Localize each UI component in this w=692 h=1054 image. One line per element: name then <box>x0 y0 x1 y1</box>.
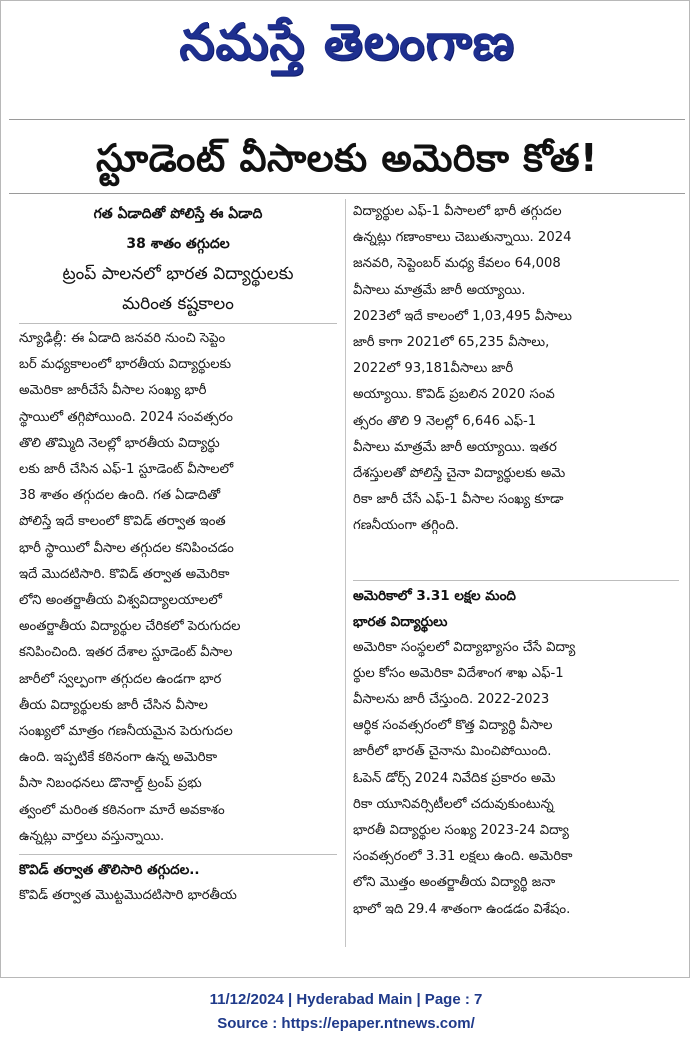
text-line: ఇదే మొదటిసారి. కొవిడ్ తర్వాత అమెరికా <box>19 566 230 582</box>
text-line: వీసాలను జారీ చేస్తుంది. 2022-2023 <box>353 692 550 708</box>
text-line: 2023లో ఇదే కాలంలో 1,03,495 వీసాలు <box>353 308 572 324</box>
left-tail-text <box>19 883 337 909</box>
text-line: త్వంలో మరింత కఠినంగా మారే అవకాశం <box>19 802 225 818</box>
text-line: దేశస్తులతో పోలిస్తే చైనా విద్యార్థులకు అమె <box>353 466 566 482</box>
text-line: భారతీ విద్యార్థుల సంఖ్య 2023-24 విద్యా <box>353 823 569 839</box>
text-line: ర్థుల కోసం అమెరికా విదేశాంగ శాఖ ఎఫ్-1 <box>353 665 564 681</box>
page-footer <box>0 988 692 1036</box>
column-divider <box>345 199 346 947</box>
text-line: జారీ కాగా 2021లో 65,235 వీసాలు, <box>353 335 550 351</box>
right-column <box>353 199 679 923</box>
text-line: కొవిడ్ తర్వాత మొట్టమొదటిసారి భారతీయ <box>19 888 237 904</box>
text-line: విద్యార్థుల ఎఫ్-1 వీసాలలో భారీ తగ్గుదల <box>353 204 562 219</box>
text-line: భాలో ఇది 29.4 శాతంగా ఉండడం విశేషం. <box>353 901 571 917</box>
text-line: రికా జారీ చేసే ఎఫ్-1 వీసాల సంఖ్య కూడా <box>353 492 564 508</box>
masthead-logo: నమస్తే తెలంగాణ <box>179 12 515 71</box>
text-line: లకు జారీ చేసిన ఎఫ్-1 స్టూడెంట్ వీసాలలో <box>19 462 234 478</box>
text-line: తీయ విద్యార్థులకు జారీ చేసిన వీసాల <box>19 697 208 713</box>
text-line: వీసా నిబంధనలు డొనాల్డ్ ట్రంప్ ప్రభు <box>19 776 202 792</box>
deck-line-2: 38 శాతం తగ్గుదల <box>126 236 230 252</box>
text-line: సంవత్సరంలో 3.31 లక్షలు ఉంది. అమెరికా <box>353 849 573 865</box>
right-subhead-divider <box>353 580 679 581</box>
text-line: రికా యూనివర్సిటీలలో చదువుకుంటున్న <box>353 796 554 812</box>
left-column <box>19 199 337 909</box>
text-line: వీసాలు మాత్రమే జారీ అయ్యాయి. <box>353 282 526 298</box>
text-line: ఆర్థిక సంవత్సరంలో కొత్త విద్యార్థి వీసాల <box>353 718 553 734</box>
deck-line-4: మరింత కష్టకాలం <box>122 294 234 314</box>
text-line: జనవరి, సెప్టెంబర్ మధ్య కేవలం 64,008 <box>353 256 561 272</box>
edition-info: 11/12/2024 | Hyderabad Main | Page : 7 <box>209 991 483 1008</box>
text-line: లోని అంతర్జాతీయ విశ్వవిద్యాలయాలలో <box>19 593 222 609</box>
deck-divider <box>19 323 337 324</box>
left-body-text <box>19 326 337 850</box>
text-line: ఉన్నట్లు వార్తలు వస్తున్నాయి. <box>19 828 165 844</box>
article-headline: స్టూడెంట్ వీసాలకు అమెరికా కోత! <box>96 136 598 180</box>
text-line: ఓపెన్ డోర్స్ 2024 నివేదిక ప్రకారం అమె <box>353 770 556 786</box>
deck-line-3: ట్రంప్ పాలనలో భారత విద్యార్థులకు <box>62 264 294 284</box>
text-line: అమెరికా జారీచేసే వీసాల సంఖ్య భారీ <box>19 383 207 399</box>
text-line: జారీలో స్వల్పంగా తగ్గుదల ఉండగా భార <box>19 671 222 687</box>
headline-divider <box>9 193 685 194</box>
section-gap <box>353 540 679 576</box>
right-subhead-line-1: అమెరికాలో 3.31 లక్షల మంది <box>353 587 516 604</box>
text-line: అయ్యాయి. కొవిడ్ ప్రబలిన 2020 సంవ <box>353 387 555 403</box>
text-line: అంతర్జాతీయ విద్యార్థుల చేరికలో పెరుగుదల <box>19 619 241 635</box>
text-line: కనిపించింది. ఇతర దేశాల స్టూడెంట్ వీసాల <box>19 645 233 661</box>
text-line: 38 శాతం తగ్గుదల ఉంది. గత ఏడాదితో <box>19 488 221 504</box>
text-line: లోని మొత్తం అంతర్జాతీయ విద్యార్థి జనా <box>353 875 556 891</box>
text-line: సంఖ్యలో మాత్రం గణనీయమైన పెరుగుదల <box>19 724 233 740</box>
left-subhead: కొవిడ్ తర్వాత తొలిసారి తగ్గుదల.. <box>19 862 200 879</box>
text-line: పోలిస్తే ఇదే కాలంలో కొవిడ్ తర్వాత ఇంత <box>19 514 226 530</box>
text-line: అమెరికా సంస్థలలో విద్యాభ్యాసం చేసే విద్యా <box>353 639 576 655</box>
text-line: తొలి తొమ్మిది నెలల్లో భారతీయ విద్యార్థు <box>19 435 220 451</box>
text-line: వీసాలు మాత్రమే జారీ అయ్యాయి. ఇతర <box>353 439 557 455</box>
source-url[interactable]: Source : https://epaper.ntnews.com/ <box>217 1015 475 1032</box>
text-line: భారీ స్థాయిలో వీసాల తగ్గుదల కనిపించడం <box>19 540 234 556</box>
right-subhead-line-2: భారత విద్యార్థులు <box>353 613 448 630</box>
text-line: స్థాయిలో తగ్గిపోయింది. 2024 సంవత్సరం <box>19 409 233 425</box>
text-line: న్యూఢిల్లీ: ఈ ఏడాది జనవరి నుంచి సెప్టెం <box>19 331 226 346</box>
text-line: 2022లో 93,181వీసాలు జారీ <box>353 361 514 377</box>
right-tail-text <box>353 635 679 923</box>
text-line: జారీలో భారత్ చైనాను మించిపోయింది. <box>353 744 552 760</box>
text-line: బర్ మధ్యకాలంలో భారతీయ విద్యార్థులకు <box>19 357 232 373</box>
masthead-divider <box>9 119 685 120</box>
text-line: త్సరం తొలి 9 నెలల్లో 6,646 ఎఫ్-1 <box>353 413 537 429</box>
text-line: ఉంది. ఇప్పటికే కఠినంగా ఉన్న అమెరికా <box>19 750 218 766</box>
right-body-text <box>353 199 679 540</box>
text-line: ఉన్నట్లు గణాంకాలు చెబుతున్నాయి. 2024 <box>353 230 572 246</box>
deck-line-1: గత ఏడాదితో పోలిస్తే ఈ ఏడాది <box>93 206 263 222</box>
text-line: గణనీయంగా తగ్గింది. <box>353 518 459 534</box>
subhead-divider <box>19 854 337 855</box>
